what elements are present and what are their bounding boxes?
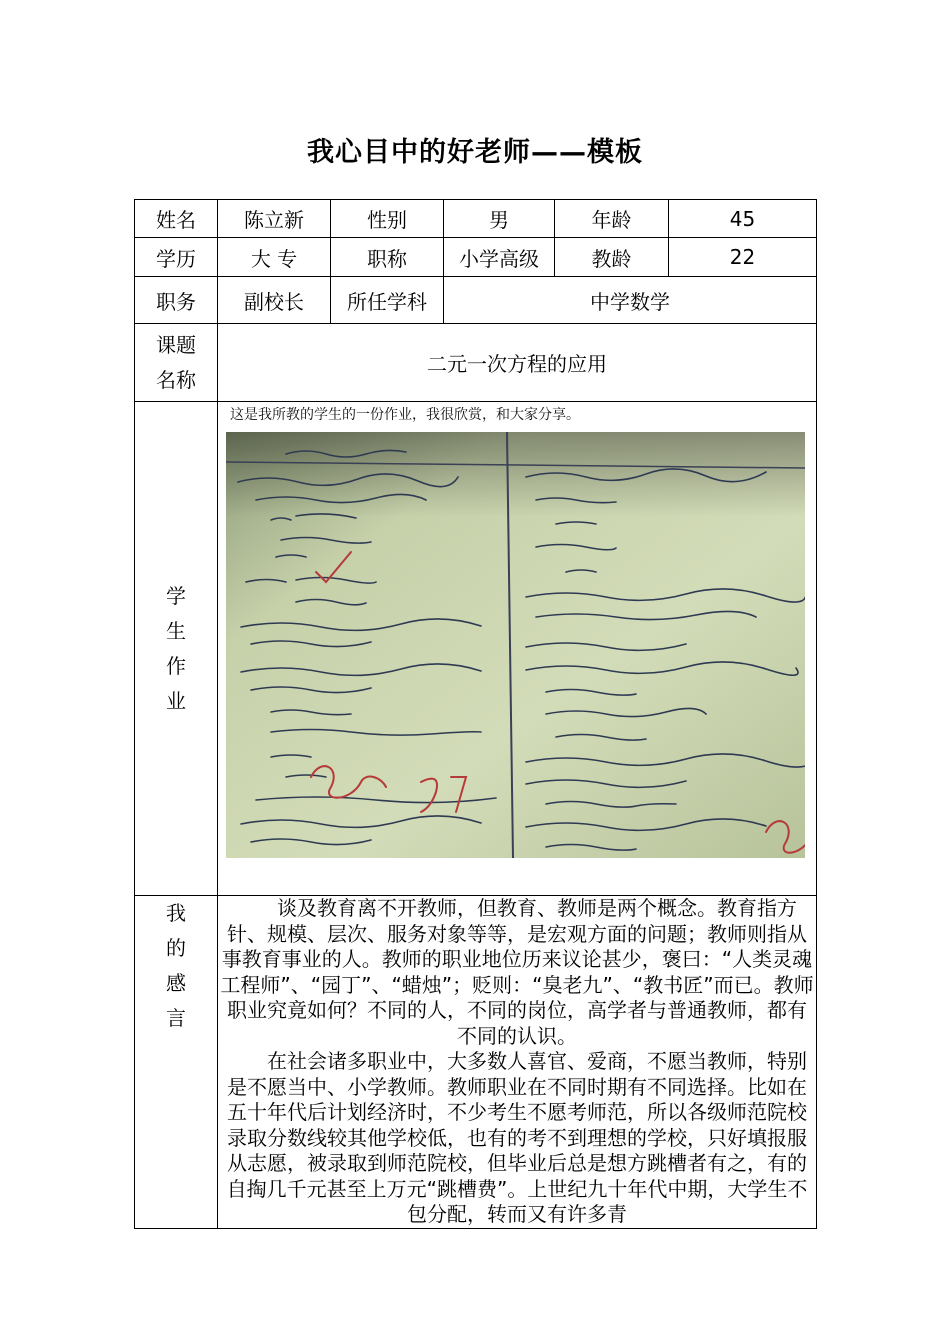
teaching-years-label: 教龄 (555, 238, 669, 277)
age-label: 年龄 (555, 200, 669, 238)
homework-label (135, 402, 218, 896)
subject-label: 所任学科 (331, 277, 444, 324)
rank-value: 小学高级 (444, 238, 555, 277)
reflection-label (135, 896, 218, 1229)
lesson-label-line-2: 名称 (156, 367, 196, 392)
name-label: 姓名 (135, 200, 218, 238)
education-label: 学历 (135, 238, 218, 277)
teacher-info-table (134, 199, 817, 1229)
lesson-title: 二元一次方程的应用 (218, 324, 817, 402)
page-title: 我心目中的好老师——模板 (307, 137, 643, 168)
age-value: 45 (669, 200, 817, 238)
homework-label-char: 学 (166, 583, 186, 608)
gender-label: 性别 (331, 200, 444, 238)
reflection-label-char: 我 (166, 901, 186, 925)
homework-label-char: 生 (166, 618, 186, 643)
homework-label-char: 业 (166, 688, 186, 713)
lesson-label-line-1: 课题 (156, 332, 196, 357)
homework-photo-wrap (218, 432, 816, 887)
reflection-paragraph: 谈及教育离不开教师，但教育、教师是两个概念。教育指方针、规模、层次、服务对象等等，是宏观方面的问题；教师则指从事教育事业的人。教师的职业地位历来议论甚少，褒曰：“人类灵魂工程师”、“园丁”、“蜡烛”；贬则：“臭老九”、“教书匠”而已。教师职业究竟如何？不同的人，不同的岗位，高学者与普通教师，都有不同的认识。 (220, 896, 814, 1048)
rank-label: 职称 (331, 238, 444, 277)
reflection-label-char: 的 (166, 936, 186, 960)
reflection-text (218, 896, 817, 1229)
subject-value: 中学数学 (444, 277, 817, 324)
education-value: 大 专 (218, 238, 331, 277)
reflection-label-char: 感 (166, 971, 186, 995)
reflection-label-char: 言 (166, 1006, 186, 1030)
homework-cell (218, 402, 817, 896)
teaching-years-value: 22 (669, 238, 817, 277)
reflection-paragraph: 在社会诸多职业中，大多数人喜官、爱商，不愿当教师，特别是不愿当中、小学教师。教师职业在不同时期有不同选择。比如在五十年代后计划经济时，不少考生不愿考师范，所以各级师范院校录取分数线较其他学校低，也有的考不到理想的学校，只好填报服从志愿，被录取到师范院校，但毕业后总是想方跳槽者有之，有的自掏几千元甚至上万元“跳槽费”。上世纪九十年代中期，大学生不包分配，转而又有许多青 (226, 1049, 808, 1226)
position-value: 副校长 (218, 277, 331, 324)
homework-label-char: 作 (166, 653, 186, 678)
lesson-label (135, 324, 218, 402)
homework-photo (226, 432, 805, 858)
name-value: 陈立新 (218, 200, 331, 238)
gender-value: 男 (444, 200, 555, 238)
position-label: 职务 (135, 277, 218, 324)
homework-note: 这是我所教的学生的一份作业，我很欣赏，和大家分享。 (230, 407, 580, 423)
